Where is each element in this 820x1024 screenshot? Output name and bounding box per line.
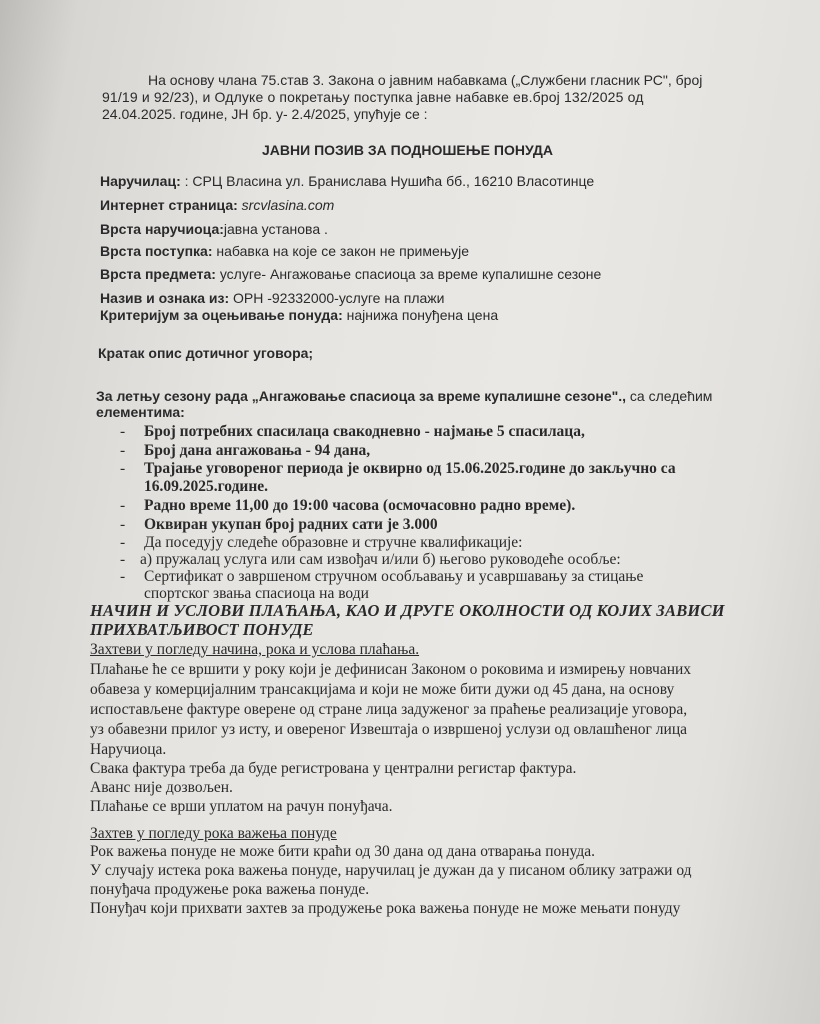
field-value: набавка на које се закон не примењује — [212, 243, 470, 259]
season-lead-line-1 — [96, 388, 712, 404]
validity-line-3: понуђача продужење рока важења понуде. — [90, 881, 370, 898]
field-value: јавна установа . — [223, 221, 328, 237]
field-label: Интернет страница: — [100, 197, 238, 213]
intro-line-2: 91/19 и 92/23), и Одлуке о покретању поступка јавне набавке ев.број 132/2025 од — [102, 89, 644, 105]
field-value: услуге- Ангажовање спасиоца за време купалишне сезоне — [215, 266, 602, 282]
field-cpv-code — [100, 290, 444, 306]
payment-subheading: Захтеви у погледу начина, рока и услова плаћања. — [90, 641, 420, 658]
payment-heading-line-1: НАЧИН И УСЛОВИ ПЛАЋАЊА, КАО И ДРУГЕ ОКОЛНОСТИ ОД КОЈИХ ЗАВИСИ — [90, 601, 725, 620]
list-item-days: Број дана ангажовања - 94 дана, — [144, 442, 371, 459]
advance-text: Аванс није дозвољен. — [90, 779, 233, 796]
list-item-period-cont: 16.09.2025.године. — [144, 478, 269, 495]
field-value: : СРЦ Власина ул. Бранислава Нушића бб., 16210 Власотинце — [180, 173, 595, 189]
payment-paragraph-line-2: обавеза у комерцијалним трансакцијама и који не може бити дужи од 45 дана, на основу — [90, 681, 675, 698]
list-dash: - — [120, 516, 126, 533]
payment-paragraph-line-1: Плаћање ће се вршити у року који је дефинисан Законом о роковима и измирењу новчаних — [90, 661, 692, 678]
list-item-provider: а) пружалац услуга или сам извођач и/или б) његово руководеће особље: — [140, 551, 621, 568]
field-label: Врста наручиоца: — [100, 221, 224, 237]
field-authority-type — [100, 221, 328, 237]
field-contracting-authority — [100, 173, 594, 189]
invoice-registration-text: Свака фактура треба да буде регистрована у централни регистар фактура. — [90, 760, 577, 777]
field-label: Врста предмета: — [100, 266, 216, 282]
field-procedure-type — [100, 243, 469, 259]
list-item-total-hours: Оквиран укупан број радних сати је 3.000 — [144, 516, 438, 533]
field-subject-type — [100, 266, 601, 282]
list-item-qualifications: Да поседују следеће образовне и стручне квалификације: — [144, 534, 523, 551]
field-label: Врста поступка: — [100, 243, 213, 259]
field-value: најнижа понуђена цена — [342, 307, 499, 323]
list-dash: - — [120, 551, 126, 568]
list-item-working-hours: Радно време 11,00 до 19:00 часова (осмочасовно радно време). — [144, 497, 576, 514]
validity-line-1: Рок важења понуде не може бити краћи од 30 дана од дана отварања понуда. — [90, 843, 595, 860]
list-item-certificate: Сертификат о завршеном стручном особљавању и усавршавању за стицање — [144, 568, 644, 585]
field-criterion — [100, 307, 498, 323]
intro-line-3: 24.04.2025. године, ЈН бр. у- 2.4/2025, упућује се : — [102, 106, 428, 122]
field-value: ОРН -92332000-услуге на плажи — [229, 290, 445, 306]
validity-subheading: Захтев у погледу рока важења понуде — [90, 825, 337, 842]
field-value: srcvlasina.com — [237, 197, 335, 213]
season-lead-rest: са следећим — [626, 388, 713, 404]
field-label: Назив и ознака из: — [100, 290, 230, 306]
payment-paragraph-line-3: испостављене фактуре оверене од стране лица задуженог за праћење реализације уговора, — [90, 701, 688, 718]
page-title: ЈАВНИ ПОЗИВ ЗА ПОДНОШЕЊЕ ПОНУДА — [262, 142, 554, 158]
payment-method-text: Плаћање се врши уплатом на рачун понуђача. — [90, 798, 393, 815]
field-label: Критеријум за оцењивање понуда: — [100, 307, 343, 323]
list-dash: - — [120, 460, 126, 477]
list-dash: - — [120, 423, 126, 440]
short-description-heading: Кратак опис дотичног уговора; — [98, 345, 314, 361]
payment-paragraph-line-4: уз обавезни прилог уз исту, и овереног Извештаја о извршеној услузи од овлашћеног лица — [90, 721, 687, 738]
list-dash: - — [120, 442, 126, 459]
intro-line-1: На основу члана 75.став 3. Закона о јавним набавкама („Службени гласник РС", број — [148, 72, 703, 88]
list-dash: - — [120, 534, 126, 551]
season-lead-bold: За летњу сезону рада „Ангажовање спасиоца за време купалишне сезоне"., — [96, 388, 627, 404]
payment-heading-line-2: ПРИХВАТЉИВОСТ ПОНУДЕ — [90, 620, 314, 639]
list-item-lifeguards: Број потребних спасилаца свакодневно - најмање 5 спасилаца, — [144, 423, 585, 440]
payment-paragraph-line-5: Наручиоца. — [90, 741, 167, 758]
season-lead-line-2: елементима: — [96, 404, 185, 420]
field-label: Наручилац: — [100, 173, 181, 189]
validity-line-2: У случају истека рока важења понуде, наручилац је дужан да у писаном облику затражи од — [90, 862, 692, 879]
field-website — [100, 197, 334, 213]
list-item-period: Трајање уговореног периода је оквирно од 15.06.2025.године до закључно са — [144, 460, 676, 477]
list-dash: - — [120, 497, 126, 514]
list-item-certificate-cont: спортског звања спасиоца на води — [144, 585, 369, 602]
validity-line-4: Понуђач који прихвати захтев за продужење рока важења понуде не може мењати понуду — [90, 900, 681, 917]
list-dash: - — [120, 568, 126, 585]
